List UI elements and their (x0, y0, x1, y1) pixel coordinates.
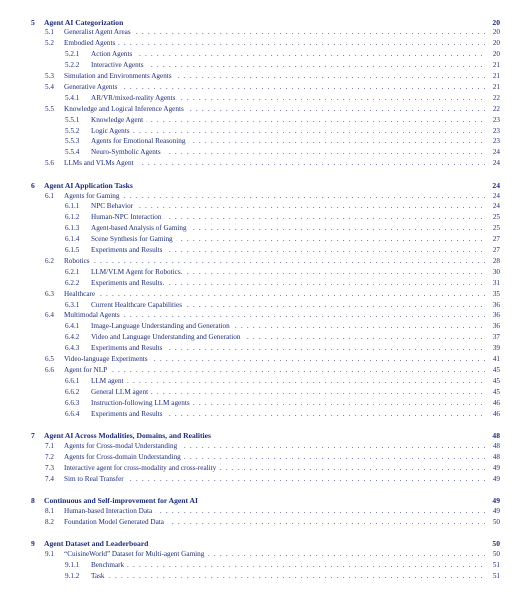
toc-entry[interactable] (0, 474, 532, 485)
toc-entry-title-text: LLM agent (91, 377, 127, 385)
toc-entry-title-text: Experiments and Results (91, 246, 165, 254)
toc-entry-title-text: Interactive agent for cross-modality and cross-reality (64, 464, 219, 472)
toc-entry-title-text: Agents for Gaming (64, 192, 123, 200)
toc-entry-title-text: Action Agents (91, 50, 135, 58)
toc-entry-page-number: 22 (486, 104, 500, 115)
toc-entry-number: 5.6 (45, 159, 54, 168)
toc-entry[interactable] (0, 289, 532, 300)
toc-entry-title-text: Simulation and Environments Agents (64, 72, 175, 80)
toc-entry-number: 9 (31, 539, 35, 549)
toc-entry[interactable] (0, 560, 532, 571)
toc-entry-page-number: 51 (486, 560, 500, 571)
toc-entry-page-number: 24 (486, 201, 500, 212)
toc-entry-number: 6.1.3 (65, 224, 80, 233)
toc-entry-page-number: 21 (486, 71, 500, 82)
toc-entry[interactable] (0, 234, 532, 245)
toc-entry-title[interactable] (64, 71, 500, 82)
toc-entry-title[interactable] (64, 549, 500, 560)
toc-entry[interactable] (0, 517, 532, 528)
toc-entry-title-text: Image-Language Understanding and Generation (91, 322, 233, 330)
toc-entry-number: 6.3 (45, 289, 54, 298)
toc-entry[interactable] (0, 310, 532, 321)
toc-entry-title-text: Human-NPC Interaction (91, 213, 164, 221)
toc-entry-number: 5.2.1 (65, 50, 80, 59)
toc-entry-page-number: 50 (486, 517, 500, 528)
toc-entry-number: 6.6 (45, 365, 54, 374)
toc-entry-title[interactable] (64, 354, 500, 365)
toc-entry-title-text: Multimodal Agents (64, 311, 123, 319)
toc-entry[interactable] (0, 256, 532, 267)
toc-entry-page-number: 23 (486, 115, 500, 126)
toc-entry-title[interactable] (64, 474, 500, 485)
toc-entry-title-text: Current Healthcare Capabilities (91, 301, 185, 309)
toc-entry[interactable] (0, 27, 532, 38)
toc-entry-page-number: 45 (486, 376, 500, 387)
toc-entry[interactable] (0, 387, 532, 398)
toc-entry-number: 5 (31, 17, 35, 27)
toc-entry-number: 6 (31, 180, 35, 190)
toc-entry-number: 6.6.4 (65, 409, 80, 418)
toc-entry-page-number: 36 (486, 300, 500, 311)
toc-entry-number: 5.2.2 (65, 61, 80, 70)
toc-entry-page-number: 49 (486, 463, 500, 474)
toc-entry-title[interactable] (91, 223, 500, 234)
toc-entry-number: 7.3 (45, 463, 54, 472)
toc-entry-number: 9.1.1 (65, 560, 80, 569)
toc-entry-title-text: Generative Agents (64, 83, 120, 91)
toc-entry-title[interactable] (64, 452, 500, 463)
toc-entry-page-number: 49 (486, 495, 500, 506)
toc-entry-title-text: Human-based Interaction Data (64, 507, 155, 515)
toc-entry[interactable] (0, 126, 532, 137)
toc-entry-title[interactable] (91, 560, 500, 571)
toc-entry[interactable] (0, 223, 532, 234)
toc-entry-title-text: Experiments and Results. (91, 279, 167, 287)
toc-entry-title-text: Sim to Real Transfer (64, 475, 127, 483)
toc-entry-number: 9.1 (45, 550, 54, 558)
toc-entry-number: 5.5.2 (65, 126, 80, 135)
toc-entry-page-number: 48 (486, 441, 500, 452)
toc-entry-title-text: Agent for NLP (64, 366, 110, 374)
toc-entry-title-text: LLMs and VLMs Agent (64, 159, 137, 167)
toc-entry-page-number: 21 (486, 60, 500, 71)
toc-entry-title[interactable] (91, 300, 500, 311)
toc-entry-title[interactable] (91, 234, 500, 245)
toc-entry-title-text: Generalist Agent Areas (64, 28, 134, 36)
toc-entry-number: 6.2.2 (65, 278, 80, 287)
toc-entry-page-number: 23 (486, 126, 500, 137)
toc-entry[interactable] (0, 267, 532, 278)
toc-entry-page-number: 48 (486, 452, 500, 463)
toc-entry[interactable] (0, 376, 532, 387)
toc-entry-title-text: NPC Behavior (91, 202, 136, 210)
toc-entry-number: 6.1.2 (65, 213, 80, 222)
toc-entry-number: 5.5 (45, 104, 54, 113)
toc-entry-number: 6.5 (45, 355, 54, 363)
toc-entry-title[interactable] (91, 147, 500, 158)
toc-section-entry[interactable] (0, 430, 532, 441)
toc-entry-number: 6.6.1 (65, 376, 80, 385)
toc-entry-title[interactable] (91, 212, 500, 223)
toc-entry-page-number: 22 (486, 93, 500, 104)
toc-entry-title-text: Agent-based Analysis of Gaming (91, 224, 190, 232)
toc-entry-title[interactable] (64, 289, 500, 300)
toc-entry-title[interactable] (91, 115, 500, 126)
toc-entry-number: 5.1 (45, 28, 54, 37)
toc-entry-page-number: 46 (486, 409, 500, 420)
toc-entry-title-text: Embodied Agents (64, 39, 118, 47)
toc-entry-page-number: 46 (486, 398, 500, 409)
toc-entry-number: 6.2 (45, 256, 54, 265)
toc-entry[interactable] (0, 212, 532, 223)
toc-entry[interactable] (0, 300, 532, 311)
toc-entry-title-text: Healthcare (64, 290, 98, 298)
toc-entry-number: 5.3 (45, 72, 54, 80)
toc-entry-page-number: 25 (486, 223, 500, 234)
toc-entry-title-text: Experiments and Results (91, 410, 165, 418)
toc-entry-title-text: Video-language Experiments (64, 355, 151, 363)
toc-entry-title[interactable] (91, 93, 500, 104)
toc-entry-title-text: Interactive Agents (91, 61, 147, 69)
toc-entry-page-number: 41 (486, 354, 500, 365)
toc-entry-title-text: Agent AI Application Tasks (44, 181, 136, 190)
toc-entry-title-text: Knowledge and Logical Inference Agents (64, 105, 187, 113)
toc-entry-title[interactable] (64, 27, 500, 38)
toc-entry-page-number: 24 (486, 180, 500, 191)
toc-entry-title-text: LLM/VLM Agent for Robotics. (91, 268, 185, 276)
toc-entry-title-text: Benchmark (91, 561, 127, 569)
toc-entry-title[interactable] (91, 201, 500, 212)
toc-entry-title[interactable] (64, 82, 500, 93)
toc-entry-page-number: 30 (486, 267, 500, 278)
toc-entry-page-number: 51 (486, 571, 500, 582)
toc-section-entry[interactable] (0, 17, 532, 28)
toc-entry-number: 6.1.5 (65, 246, 80, 254)
toc-entry-number: 8 (31, 495, 35, 505)
toc-entry-title[interactable] (64, 158, 500, 169)
toc-entry[interactable] (0, 571, 532, 582)
toc-entry-page-number: 24 (486, 147, 500, 158)
toc-entry-page-number: 48 (486, 430, 500, 441)
toc-entry-number: 7.2 (45, 452, 54, 461)
toc-entry-number: 5.2 (45, 39, 54, 48)
toc-entry[interactable] (0, 201, 532, 212)
toc-entry-title[interactable] (44, 17, 500, 28)
toc-entry-title[interactable] (91, 376, 500, 387)
toc-entry-title[interactable] (91, 245, 500, 256)
toc-entry-page-number: 50 (486, 538, 500, 549)
toc-entry[interactable] (0, 60, 532, 71)
toc-entry-number: 9.1.2 (65, 571, 80, 580)
toc-entry[interactable] (0, 409, 532, 420)
toc-entry-page-number: 25 (486, 212, 500, 223)
toc-entry-page-number: 23 (486, 136, 500, 147)
toc-entry[interactable] (0, 49, 532, 60)
toc-entry[interactable] (0, 147, 532, 158)
toc-entry-title[interactable] (64, 38, 500, 49)
toc-entry-page-number: 24 (486, 158, 500, 169)
toc-entry-number: 6.1.1 (65, 202, 80, 211)
toc-section-entry[interactable] (0, 180, 532, 191)
toc-section-entry[interactable] (0, 538, 532, 549)
toc-entry-number: 5.5.4 (65, 148, 80, 157)
toc-entry-number: 7.4 (45, 474, 54, 483)
toc-entry-number: 5.5.1 (65, 115, 80, 124)
toc-entry-title[interactable] (64, 463, 500, 474)
toc-entry-page-number: 35 (486, 289, 500, 300)
toc-entry-number: 6.4.1 (65, 322, 80, 331)
toc-entry-page-number: 20 (486, 38, 500, 49)
toc-entry[interactable] (0, 463, 532, 474)
toc-entry-title[interactable] (91, 267, 500, 278)
toc-entry-title[interactable] (64, 441, 500, 452)
toc-entry-number: 8.1 (45, 506, 54, 515)
toc-entry-number: 5.4 (45, 82, 54, 91)
toc-entry-page-number: 45 (486, 387, 500, 398)
toc-entry-title-text: Agents for Emotional Reasoning (91, 137, 188, 145)
toc-entry-title[interactable] (64, 506, 500, 517)
toc-entry-title[interactable] (44, 495, 500, 506)
toc-entry-number: 6.6.2 (65, 387, 80, 396)
toc-entry-page-number: 36 (486, 310, 500, 321)
toc-entry-page-number: 36 (486, 321, 500, 332)
toc-entry[interactable] (0, 278, 532, 289)
toc-entry-title[interactable] (91, 49, 500, 60)
toc-entry-title-text: Task (91, 572, 107, 580)
toc-entry[interactable] (0, 365, 532, 376)
toc-entry-title-text: Experiments and Results (91, 344, 165, 352)
toc-entry-page-number: 28 (486, 256, 500, 267)
toc-entry-number: 7 (31, 430, 35, 440)
toc-entry[interactable] (0, 38, 532, 49)
toc-entry-title-text: Video and Language Understanding and Generation (91, 333, 243, 341)
toc-entry[interactable] (0, 82, 532, 93)
toc-entry-title[interactable] (64, 191, 500, 202)
toc-entry-page-number: 20 (486, 49, 500, 60)
toc-entry-title-text: Robotics (64, 257, 93, 265)
toc-entry-title[interactable] (91, 278, 500, 289)
toc-entry-number: 6.6.3 (65, 398, 80, 407)
toc-entry-title[interactable] (64, 310, 500, 321)
toc-entry-title[interactable] (91, 343, 500, 354)
toc-entry-title[interactable] (91, 571, 500, 582)
toc-entry-title-text: Logic Agents (91, 127, 133, 135)
toc-entry-title[interactable] (44, 180, 500, 191)
toc-entry-title[interactable] (91, 136, 500, 147)
toc-entry-title[interactable] (91, 387, 500, 398)
toc-entry-page-number: 49 (486, 506, 500, 517)
toc-entry-page-number: 27 (486, 234, 500, 245)
toc-entry-number: 8.2 (45, 517, 54, 526)
toc-entry-title-text: Agent Dataset and Leaderboard (44, 539, 151, 548)
toc-entry[interactable] (0, 136, 532, 147)
toc-entry-title[interactable] (64, 517, 500, 528)
toc-entry-title-text: General LLM agent (91, 388, 151, 396)
toc-entry-number: 6.3.1 (65, 300, 80, 309)
toc-section-entry[interactable] (0, 495, 532, 506)
toc-entry-title[interactable] (91, 321, 500, 332)
toc-entry-title[interactable] (91, 398, 500, 409)
toc-entry-number: 5.4.1 (65, 93, 80, 102)
toc-entry-number: 6.4.2 (65, 333, 80, 342)
toc-entry-title[interactable] (44, 430, 500, 441)
toc-entry-title-text: “CuisineWorld” Dataset for Multi-agent Gaming (64, 550, 207, 558)
toc-entry-title-text: Foundation Model Generated Data (64, 518, 167, 526)
toc-entry-page-number: 24 (486, 191, 500, 202)
toc-entry-title-text: Continuous and Self-improvement for Agent AI (44, 496, 201, 505)
toc-entry-number: 6.2.1 (65, 267, 80, 276)
toc-entry[interactable] (0, 115, 532, 126)
toc-entry-title-text: Agents for Cross-domain Understanding (64, 453, 184, 461)
toc-entry[interactable] (0, 343, 532, 354)
toc-entry-title[interactable] (64, 365, 500, 376)
toc-entry-title-text: Instruction-following LLM agents (91, 399, 193, 407)
toc-entry[interactable] (0, 245, 532, 256)
toc-entry-page-number: 21 (486, 82, 500, 93)
toc-entry-title-text: Scene Synthesis for Gaming (91, 235, 176, 243)
toc-entry-title-text: Agent AI Across Modalities, Domains, and Realities (44, 431, 214, 440)
toc-entry-number: 7.1 (45, 441, 54, 450)
toc-entry[interactable] (0, 506, 532, 517)
toc-entry-title[interactable] (91, 60, 500, 71)
toc-entry[interactable] (0, 158, 532, 169)
toc-entry-title-text: Neuro-Symbolic Agents (91, 148, 164, 156)
toc-entry[interactable] (0, 104, 532, 115)
toc-entry-number: 6.1 (45, 191, 54, 200)
toc-entry-page-number: 49 (486, 474, 500, 485)
toc-entry[interactable] (0, 354, 532, 365)
toc-entry[interactable] (0, 452, 532, 463)
toc-entry[interactable] (0, 332, 532, 343)
toc-entry[interactable] (0, 398, 532, 409)
toc-entry-title[interactable] (91, 126, 500, 137)
toc-entry-number: 6.4.3 (65, 344, 80, 353)
toc-entry[interactable] (0, 71, 532, 82)
toc-entry[interactable] (0, 93, 532, 104)
toc-entry-page-number: 31 (486, 278, 500, 289)
toc-entry-number: 5.5.3 (65, 137, 80, 146)
toc-entry-title[interactable] (44, 538, 500, 549)
toc-entry[interactable] (0, 321, 532, 332)
toc-entry-number: 6.4 (45, 311, 54, 320)
toc-entry-title-text: Agents for Cross-modal Understanding (64, 442, 180, 450)
toc-entry-title-text: Agent AI Categorization (44, 18, 126, 27)
toc-entry-page-number: 45 (486, 365, 500, 376)
toc-entry-page-number: 20 (486, 17, 500, 28)
toc-entry-title-text: Knowledge Agent (91, 116, 146, 124)
toc-entry-title-text: AR/VR/mixed-reality Agents (91, 94, 178, 102)
toc-entry-number: 6.1.4 (65, 235, 80, 244)
toc-entry-title[interactable] (64, 256, 500, 267)
toc-entry[interactable] (0, 549, 532, 560)
toc-entry-page-number: 50 (486, 549, 500, 560)
toc-entry-page-number: 39 (486, 343, 500, 354)
toc-entry[interactable] (0, 191, 532, 202)
toc-entry-page-number: 37 (486, 332, 500, 343)
toc-entry-title[interactable] (91, 332, 500, 343)
toc-entry-title[interactable] (64, 104, 500, 115)
toc-entry-page-number: 20 (486, 27, 500, 38)
toc-entry[interactable] (0, 441, 532, 452)
toc-entry-title[interactable] (91, 409, 500, 420)
toc-entry-page-number: 27 (486, 245, 500, 256)
